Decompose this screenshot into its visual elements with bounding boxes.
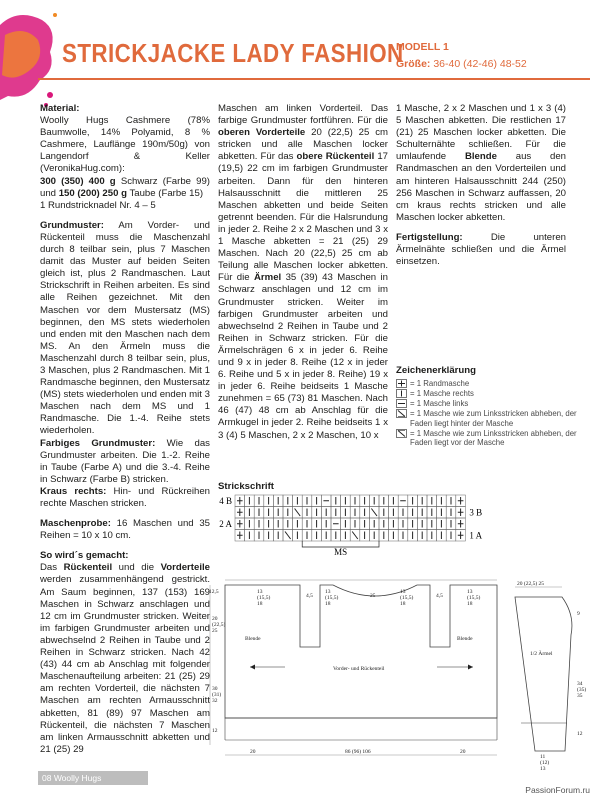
col2-text-2: 20 (22,5) 25 cm stricken und alle Maschen locker abketten. Für das bbox=[218, 127, 388, 163]
dim-top-left: 12,5 bbox=[209, 589, 219, 595]
vertical-bar-symbol-icon bbox=[396, 389, 407, 398]
maschenprobe-heading: Maschenprobe: bbox=[40, 518, 111, 530]
diagonal-front-symbol-icon bbox=[396, 429, 407, 438]
sowirds-text-3: werden zusammenhängend gestrickt. Am Saum beginnen, 137 (153) 169 Maschen in Schwarz anschlagen und 12 cm im Grundmuster stricken. Weiter im farbigen Grundmuster arbeiten und abwechselnd 2 Reihen in Taube und 2 Reihen in Schwarz stricken. Nach 42 (43) 44 cm ab Anschlag mit folgender Maschenaufteilung arbeiten: 21 (25) 29 am rechten Vorderteil, die nächsten 7 Maschen am rechten Armausschnitt abketten, 81 (89) 97 Maschen am Rückenteil, die nächsten 7 Maschen am linken Armausschnitt abketten und 21 (25) 29 bbox=[40, 574, 210, 755]
row-label: 4 B bbox=[219, 495, 232, 506]
slip-symbol bbox=[371, 509, 377, 517]
legend-title: Zeichenerklärung bbox=[396, 365, 476, 376]
obere-rueckenteil-bold: obere Rückenteil bbox=[296, 151, 375, 163]
dim-sleeve-bottom: 11 (12) 13 bbox=[540, 754, 550, 772]
size-info bbox=[396, 58, 527, 70]
size-values: 36-40 (42-46) 48-52 bbox=[433, 58, 527, 70]
text-column-2 bbox=[218, 103, 388, 450]
page-footer: 08 Woolly Hugs bbox=[38, 771, 148, 785]
dim-armhole-2: 4,5 bbox=[436, 593, 443, 599]
garment-schematic bbox=[205, 575, 595, 772]
dim-bottom-total: 86 (96) 106 bbox=[345, 749, 371, 755]
rueckenteil-bold: Rückenteil bbox=[63, 562, 113, 574]
grundmuster-text: Am Vorder- und Rückenteil muss die Maschenzahl durch 8 teilbar sein, plus 7 Maschen damit das Muster auf beiden Seiten gleich ist, plus 2 Randmaschen. Laut Strickschrift in Reihen arbeiten. Es sind alle Reihen gezeichnet. Mit den Maschen vor dem Mustersatz (MS) beginnen, den MS stets wiederholen und enden mit den Maschen nach dem MS. An den Ärmeln muss die Maschenzahl durch 8 teilbar sein, plus, 3 Maschen, plus 2 Randmaschen. Mit 1 Randmasche beginnen, den Mustersatz (MS) stets wiederholen und enden mit 3 Maschen nach dem MS und 1 Randmasche. Die 1.-4. Reihe stets wiederholen. bbox=[40, 219, 210, 437]
vorderteile-bold: Vorderteile bbox=[160, 562, 210, 574]
dim-armhole: 4,5 bbox=[306, 593, 313, 599]
legend-item bbox=[396, 429, 586, 448]
fertigstellung-text: Die unteren Ärmelnähte schließen und die Ärmel einsetzen. bbox=[396, 231, 566, 268]
maschenprobe-text: 16 Maschen und 35 Reihen = 10 x 10 cm. bbox=[40, 518, 210, 542]
text-column-1 bbox=[40, 103, 210, 764]
legend-item-text: = 1 Masche links bbox=[410, 399, 469, 408]
farbiges-text: Wie das Grundmuster arbeiten. Die 1.-2. Reihe in Taube (Farbe A) und die 3.-4. Reihe in Schwarz (Farbe B) stricken. bbox=[40, 437, 210, 485]
grundmuster-section bbox=[40, 220, 210, 510]
strickschrift-chart bbox=[215, 493, 495, 565]
sleeve-outline bbox=[515, 597, 572, 751]
col3-text-2: aus den Randmaschen an den Vorderteilen und am hinteren Halsausschnitt 244 (250) 256 Maschen in Schwarz auffassen, 20 cm kraus rechts stricken und alle Maschen locker abketten. bbox=[396, 151, 566, 223]
size-label: Größe: bbox=[396, 58, 431, 70]
legend-item bbox=[396, 379, 586, 389]
legend-item-text: = 1 Randmasche bbox=[410, 379, 470, 388]
dim-bottom-left: 20 bbox=[250, 749, 256, 755]
col2-text-1: Maschen am linken Vorderteil. Das farbige Grundmuster fortführen. Für die bbox=[218, 103, 388, 127]
col3-text-1: 1 Masche, 2 x 2 Maschen und 1 x 3 (4) 5 Maschen abketten. Die restlichen 17 (21) 25 Maschen locker abketten. Die Schulternähte schließen. Für die umlaufende bbox=[396, 103, 566, 163]
col2-text-4: 35 (39) 43 Maschen in Schwarz anschlagen und 12 cm im Grundmuster stricken. Weiter im farbigen Grundmuster arbeiten und abwechselnd 2 Reihen in Taube und 2 Reihen in Schwarz stricken. Für die Ärmelschrägen 6 x in jeder 6. Reihe und 9 x in jeder 8. Reihe (12 x in jeder 6. Reihe und 5 x in jeder 8. Reihe) 19 x in jeder 6. Reihe beidseits 1 Masche zunehmen = 65 (73) 81 Maschen. Nach 46 (47) 48 cm ab Anschlag für die Armkugel in jeder 2. Reihe beidseits 1 x 3 (4) 5 Maschen, 2 x 2 Maschen, 10 x bbox=[218, 272, 388, 441]
ms-label: MS bbox=[334, 547, 348, 557]
page-title: STRICKJACKE LADY FASHION bbox=[62, 38, 404, 68]
sleeve-label: 1/2 Ärmel bbox=[530, 651, 553, 657]
dash-symbol-icon bbox=[396, 399, 407, 408]
dim-sleeve-length: 34 (35) 35 bbox=[577, 681, 587, 699]
dim-neck: 25 bbox=[370, 593, 376, 599]
dim-side-upper: 20 (22,5) 25 bbox=[212, 616, 226, 634]
legend-item-text: = 1 Masche wie zum Linksstricken abheben, der Faden liegt vor der Masche bbox=[410, 428, 577, 447]
row-label: 1 A bbox=[469, 530, 483, 541]
legend-item bbox=[396, 389, 586, 399]
watermark: PassionForum.ru bbox=[525, 785, 590, 795]
plus-symbol-icon bbox=[396, 379, 407, 388]
dim-right-front: 13 (15,5) 18 bbox=[467, 589, 481, 607]
legend-item-text: = 1 Masche wie zum Linksstricken abheben, der Faden liegt hinter der Masche bbox=[410, 409, 577, 428]
header-divider bbox=[38, 78, 590, 80]
aermel-bold: Ärmel bbox=[254, 272, 282, 284]
slip-symbol bbox=[295, 509, 301, 517]
dim-sleeve-top: 20 (22,5) 25 bbox=[517, 581, 545, 587]
sowirds-text-2: und die bbox=[112, 562, 161, 574]
slip-symbol bbox=[352, 532, 358, 540]
paint-splash-decoration bbox=[0, 0, 60, 115]
fertigstellung-heading: Fertigstellung: bbox=[396, 231, 463, 243]
blende-label-left: Blende bbox=[245, 636, 261, 642]
needle-text: 1 Rundstricknadel Nr. 4 – 5 bbox=[40, 199, 156, 211]
legend-item-text: = 1 Masche rechts bbox=[410, 389, 474, 398]
kraus-text: Hin- und Rückreihen rechte Maschen stricken. bbox=[40, 485, 210, 509]
dim-right-top: 13 (15,5) 18 bbox=[400, 589, 414, 607]
sowirds-heading: So wird´s gemacht: bbox=[40, 550, 129, 562]
yarn-taupe-text: Taube (Farbe 15) bbox=[126, 187, 204, 199]
dim-side-bottom: 12 bbox=[212, 728, 218, 734]
legend-item bbox=[396, 399, 586, 409]
dim-side-mid: 30 (31) 32 bbox=[212, 686, 222, 704]
dim-sleeve-cuff: 12 bbox=[577, 731, 583, 737]
dim-bottom-right: 20 bbox=[460, 749, 466, 755]
sowirds-section bbox=[40, 550, 210, 756]
fertigstellung-section bbox=[396, 232, 566, 268]
model-label: MODELL 1 bbox=[396, 41, 449, 53]
material-heading: Material: bbox=[40, 103, 80, 114]
blende-label-right: Blende bbox=[457, 636, 473, 642]
text-column-3 bbox=[396, 103, 566, 276]
legend-item bbox=[396, 409, 586, 428]
col2-paragraph bbox=[218, 103, 388, 442]
obere-vorderteile-bold: oberen Vorderteile bbox=[218, 127, 306, 139]
dim-sleeve-cap: 9 bbox=[577, 611, 580, 617]
yarn-black-text: Schwarz (Farbe 99) und bbox=[40, 175, 210, 199]
sowirds-text-1: Das bbox=[40, 562, 64, 574]
material-text: Woolly Hugs Cashmere (78% Baumwolle, 14% Polyamid, 8 % Cashmere, Lauflänge 190m/50g) von Langendorf & Keller (VeronikaHug.com): bbox=[40, 115, 210, 175]
yarn-black-amount: 300 (350) 400 g bbox=[40, 175, 116, 187]
diagonal-behind-symbol-icon bbox=[396, 409, 407, 418]
col2-text-3: 17 (19,5) 22 cm im farbigen Grundmuster arbeiten. Dann für den hinteren Halsausschnitt die mittleren 25 Maschen abketten und beide Seiten getrennt beenden. Für die Halsrundung in jeder 2. Reihe 2 x 2 Maschen und 3 x 1 Masche abketten = 21 (25) 29 Maschen. Nach 20 (22,5) 25 cm ab Teilung alle Maschen locker abketten. Für die bbox=[218, 151, 389, 284]
farbiges-heading: Farbiges Grundmuster: bbox=[40, 437, 156, 449]
body-label: Vorder- und Rückenteil bbox=[333, 666, 385, 672]
yarn-taupe-amount: 150 (200) 250 g bbox=[58, 187, 127, 199]
dim-back-top: 13 (15,5) 18 bbox=[325, 589, 339, 607]
grundmuster-heading: Grundmuster: bbox=[40, 219, 104, 231]
strickschrift-title: Strickschrift bbox=[218, 481, 274, 492]
slip-symbol bbox=[285, 532, 291, 540]
body-outline bbox=[225, 585, 497, 718]
row-label: 3 B bbox=[469, 507, 483, 518]
symbol-legend bbox=[396, 365, 586, 448]
maschenprobe-section bbox=[40, 518, 210, 542]
kraus-heading: Kraus rechts: bbox=[40, 485, 107, 497]
dim-front-top: 13 (15,5) 18 bbox=[257, 589, 271, 607]
material-section bbox=[40, 103, 210, 212]
blende-bold: Blende bbox=[464, 151, 497, 163]
col3-paragraph bbox=[396, 103, 566, 224]
row-label: 2 A bbox=[219, 518, 232, 529]
